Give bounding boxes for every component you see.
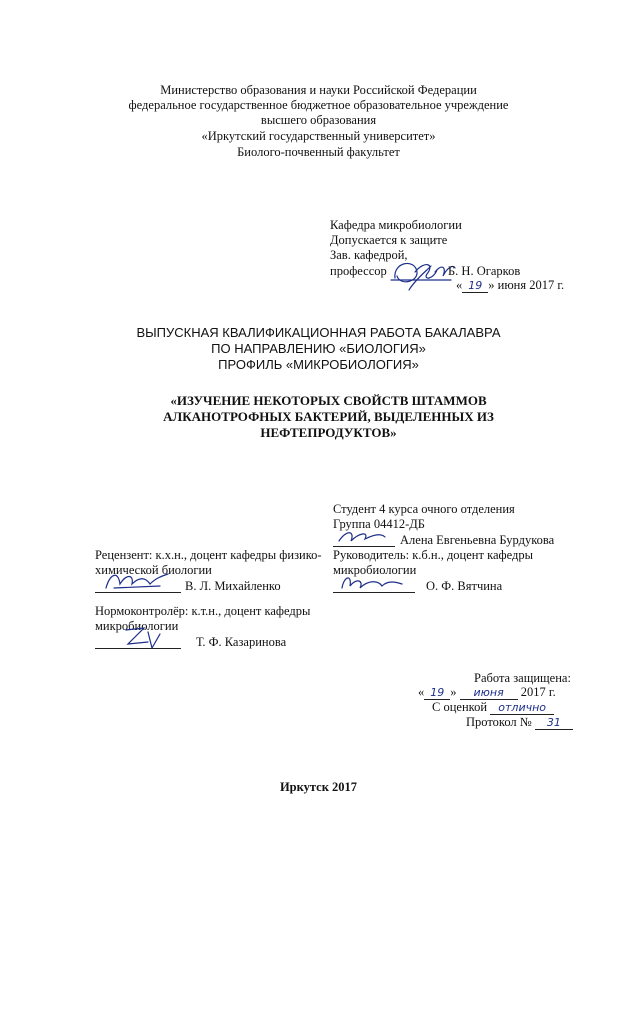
norm-controller-signature	[118, 622, 168, 650]
work-title-line3: НЕФТЕПРОДУКТОВ»	[260, 425, 397, 440]
student-group: Группа 04412-ДБ	[333, 517, 425, 531]
approval-date-rest: » июня 2017 г.	[488, 278, 565, 292]
defense-date-open: «	[418, 685, 425, 699]
professor-label: профессор	[330, 264, 387, 278]
protocol-label: Протокол №	[466, 715, 532, 729]
student-name: Алена Евгеньевна Бурдукова	[400, 533, 555, 547]
student-signature	[335, 527, 390, 547]
norm-controller-role-line1: Нормоконтролёр: к.т.н., доцент кафедры	[95, 604, 311, 618]
admitted-label: Допускается к защите	[330, 233, 448, 247]
reviewer-name: В. Л. Михайленко	[185, 579, 281, 593]
defense-protocol	[466, 714, 573, 730]
approval-date	[456, 277, 564, 293]
norm-controller-name: Т. Ф. Казаринова	[196, 635, 287, 649]
department-label: Кафедра микробиологии	[330, 218, 462, 232]
faculty-line: Биолого-почвенный факультет	[237, 145, 400, 159]
work-type-line1: ВЫПУСКНАЯ КВАЛИФИКАЦИОННАЯ РАБОТА БАКАЛАВРА	[136, 325, 501, 340]
protocol-value: 31	[535, 715, 573, 730]
education-level-line: высшего образования	[260, 113, 377, 127]
work-type-line2: ПО НАПРАВЛЕНИЮ «БИОЛОГИЯ»	[211, 341, 426, 356]
grade-label: С оценкой	[432, 700, 488, 714]
supervisor-role-line2: микробиологии	[333, 563, 417, 577]
head-title-label: Зав. кафедрой,	[330, 248, 408, 262]
supervisor-role-line1: Руководитель: к.б.н., доцент кафедры	[333, 548, 533, 562]
defense-grade	[432, 699, 554, 715]
work-title-line1: «ИЗУЧЕНИЕ НЕКОТОРЫХ СВОЙСТВ ШТАММОВ	[170, 393, 487, 408]
supervisor-signature	[338, 570, 408, 592]
supervisor-name: О. Ф. Вятчина	[426, 579, 503, 593]
approval-date-day: 19	[462, 278, 488, 293]
defense-date-day: 19	[424, 685, 450, 700]
city-year: Иркутск 2017	[279, 780, 358, 794]
professor-name: Б. Н. Огарков	[448, 264, 521, 278]
university-line: «Иркутский государственный университет»	[201, 129, 436, 143]
ministry-line: Министерство образования и науки Российской Федерации	[160, 83, 477, 97]
defense-date-month: июня	[460, 685, 518, 700]
institution-type-line: федеральное государственное бюджетное образовательное учреждение	[128, 98, 509, 112]
work-title-line2: АЛКАНОТРОФНЫХ БАКТЕРИЙ, ВЫДЕЛЕННЫХ ИЗ	[163, 409, 494, 424]
defense-label: Работа защищена:	[474, 671, 571, 685]
defense-date	[418, 684, 556, 700]
approval-date-open: «	[456, 278, 463, 292]
defense-date-mid: »	[450, 685, 457, 699]
work-type-line3: ПРОФИЛЬ «МИКРОБИОЛОГИЯ»	[218, 357, 419, 372]
reviewer-role-line2: химической биологии	[95, 563, 212, 577]
reviewer-signature	[100, 566, 175, 592]
reviewer-role-line1: Рецензент: к.х.н., доцент кафедры физико-	[95, 548, 322, 562]
student-course: Студент 4 курса очного отделения	[333, 502, 515, 516]
defense-date-year: 2017 г.	[520, 685, 556, 699]
norm-controller-role-line2: микробиологии	[95, 619, 179, 633]
grade-value: отлично	[490, 700, 554, 715]
